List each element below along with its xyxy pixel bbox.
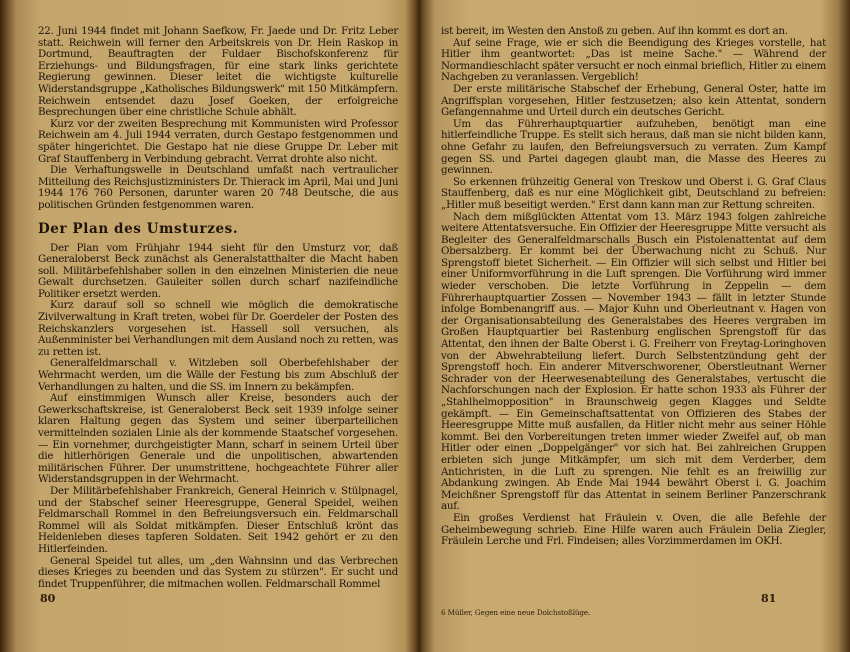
paragraph: Der Plan vom Frühjahr 1944 sieht für den Umsturz vor, daß Generaloberst Beck zunächst als Generalstatthalter die Macht haben soll. Militärbefehlshaber sollen in den einzelnen Ministerien die neue Gewalt durchsetzen. Gauleiter sollen durch scharf nazifeindliche Politiker ersetzt werden.: [38, 241, 398, 300]
paragraph: Der erste militärische Stabschef der Erhebung, General Oster, hatte im Angriffsplan vorgesehen, Hitler festzusetzen; also kein Attentat, sondern Gefangennahme und Urteil durch ein deutsches Gericht.: [441, 82, 826, 119]
paragraph: Um das Führerhauptquartier aufzuheben, benötigt man eine hitlerfeindliche Truppe. Es stellt sich heraus, daß man sie nicht bilden kann, ohne Gefahr zu laufen, den Befreiungsversuch zu verraten. Zum Kampf gegen SS. und Partei dagegen glaubt man, die Masse des Heeres zu gewinnen.: [441, 117, 826, 177]
page-number: 80: [40, 592, 56, 605]
page-number: 81: [761, 592, 777, 605]
paragraph: Der Militärbefehlshaber Frankreich, General Heinrich v. Stülpnagel, und der Stabschef seiner Heeresgruppe, General Speidel, weihen Feldmarschall Rommel in den Befreiungsversuch ein. Feldmarschall Rommel will als Soldat mitkämpfen. Dieser Entschluß krönt das Heldenleben dieses tapferen Soldaten. Seit 1942 gehört er zu den Hitlerfeinden.: [38, 484, 398, 555]
right-page-text: [441, 26, 826, 548]
left-page: [0, 0, 415, 652]
paragraph: Generalfeldmarschall v. Witzleben soll Oberbefehlshaber der Wehrmacht werden, um die Wälle der Festung bis zum Abschluß der Verhandlungen zu halten, und die SS. im Innern zu bekämpfen.: [38, 357, 398, 393]
paragraph: Auf seine Frage, wie er sich die Beendigung des Krieges vorstelle, hat Hitler ihm geantwortet: „Das ist meine Sache." — Während der Normandieschlacht später versucht er noch einmal brieflich, Hitler zu einem Nachgeben zu veranlassen. Vergeblich!: [441, 36, 826, 84]
paragraph: Die Verhaftungswelle in Deutschland umfaßt nach vertraulicher Mitteilung des Reichsjustizministers Dr. Thierack im April, Mai und Juni 1944 176 760 Personen, darunter waren 20 748 Deutsche, die aus politischen Gründen festgenommen waren.: [38, 164, 398, 211]
paragraph: So erkennen frühzeitig General von Treskow und Oberst i. G. Graf Claus Stauffenberg, daß es nur eine Möglichkeit gibt, Deutschland zu befreien: „Hitler muß beseitigt werden." Erst dann kann man zur Rettung schreiten.: [441, 175, 826, 211]
paragraph: Kurz darauf soll so schnell wie möglich die demokratische Zivilverwaltung in Kraft treten, wobei für Dr. Goerdeler der Posten des Reichskanzlers vorgesehen ist. Hassell soll versuchen, als Außenminister bei Verhandlungen mit dem Ausland noch zu retten, was zu retten ist.: [38, 299, 398, 358]
left-page-text: [38, 26, 398, 590]
paragraph: General Speidel tut alles, um „den Wahnsinn und das Verbrechen dieses Krieges zu beenden und das System zu stürzen". Er sucht und findet Truppenführer, die mitmachen wollen. Feldmarschall Rommel: [38, 554, 398, 590]
footnote: 6 Müller, Gegen eine neue Dolchstoßlüge.: [441, 608, 591, 617]
right-page: [419, 0, 850, 652]
section-heading: Der Plan des Umsturzes.: [38, 220, 239, 237]
paragraph: Kurz vor der zweiten Besprechung mit Kommunisten wird Professor Reichwein am 4. Juli 1944 verraten, durch Gestapo festgenommen und später hingerichtet. Die Gestapo hat nie diese Gruppe Dr. Leber mit Graf Stauffenberg in Verbindung gebracht. Verrat drohte also nicht.: [38, 117, 398, 165]
paragraph: 22. Juni 1944 findet mit Johann Saefkow, Fr. Jaede und Dr. Fritz Leber statt. Reichwein will ferner den Arbeitskreis von Dr. Hein Raskop in Dortmund, Beauftragten der Fuldaer Bischofskonferenz für Erziehungs- und Bildungsfragen, für eine stark links gerichtete Regierung gewinnen. Dieser leitet die wichtigste kulturelle Widerstandsgruppe „Katholisches Bildungswerk" mit 150 Mitkämpfern. Reichwein entsendet dazu Josef Goeken, der erfolgreiche Besprechungen über eine christliche Schule abhält.: [38, 25, 398, 119]
paragraph: Nach dem mißglückten Attentat vom 13. März 1943 folgen zahlreiche weitere Attentatsversuche. Ein Offizier der Heeresgruppe Mitte versucht als Begleiter des Generalfeldmarschalls Busch ein Pistolenattentat auf dem Obersalzberg. Er kommt bei der Überwachung nicht zu Schuß. Nur Sprengstoff bietet Sicherheit. — Ein Offizier will sich selbst und Hitler bei einer Uniformvorführung in die Luft sprengen. Die Vorführung wird immer wieder verschoben. Die letzte Vorführung in Zeppelin — dem Führerhauptquartier Zossen — November 1943 — fällt in letzter Stunde infolge Bombenangriff aus. — Major Kuhn und Oberleutnant v. Hagen von der Organisationsabteilung des Generalstabes des Heeres vergraben im Großen Hauptquartier bei Rastenburg englischen Sprengstoff für das Attentat, den ihnen der Balte Oberst i. G. Freiherr von Freytag-Loringhoven von der Abwehrabteilung liefert. Durch Selbstentzündung geht der Sprengstoff hoch. Ein anderer Mitverschworener, Oberstleutnant Werner Schrader von der Heerwesenabteilung des Generalstabes, vertuscht die Nachforschungen nach der Explosion. Er hatte schon 1933 als Führer der „Stahlhelmopposition" in Braunschweig gegen Klagges und Seldte gekämpft. — Ein Gemeinschaftsattentat von Offizieren des Stabes der Heeresgruppe Mitte muß ausfallen, da Hitler nicht mehr aus seiner Höhle kommt. Bei den Vorbereitungen treten immer wieder Zweifel auf, ob man Hitler oder einen „Doppelgänger" vor sich hat. Bei zahlreichen Gruppen erbieten sich junge Mitkämpfer, um sich mit dem Verderber, dem Antichristen, in die Luft zu sprengen. Nie fehlt es an freiwillig zur Abdankung zwingen. Ab Ende Mai 1944 bewährt Oberst i. G. Joachim Meichßner Sprengstoff für das Attentat in seinem Berliner Panzerschrank auf.: [441, 210, 826, 513]
paragraph: ist bereit, im Westen den Anstoß zu geben. Auf ihn kommt es dort an.: [441, 25, 788, 37]
paragraph: Ein großes Verdienst hat Fräulein v. Oven, die alle Befehle der Geheimbewegung schrieb. Eine Hilfe waren auch Fräulein Delia Ziegler, Fräulein Lerche und Frl. Findeisen; alles Vorzimmerdamen im OKH.: [441, 511, 826, 548]
paragraph: Auf einstimmigen Wunsch aller Kreise, besonders auch der Gewerkschaftskreise, ist Generaloberst Beck seit 1939 infolge seiner klaren Haltung gegen das System und seiner überparteilichen vermittelnden sozialen Linie als der kommende Staatschef vorgesehen. — Ein vornehmer, durchgeistigter Mann, scharf in seinem Urteil über die hitlerhörigen Generale und die unpolitischen, abwartenden militärischen Führer. Der unumstrittene, hochgeachtete Führer aller Widerstandsgruppen in der Wehrmacht.: [38, 392, 398, 486]
